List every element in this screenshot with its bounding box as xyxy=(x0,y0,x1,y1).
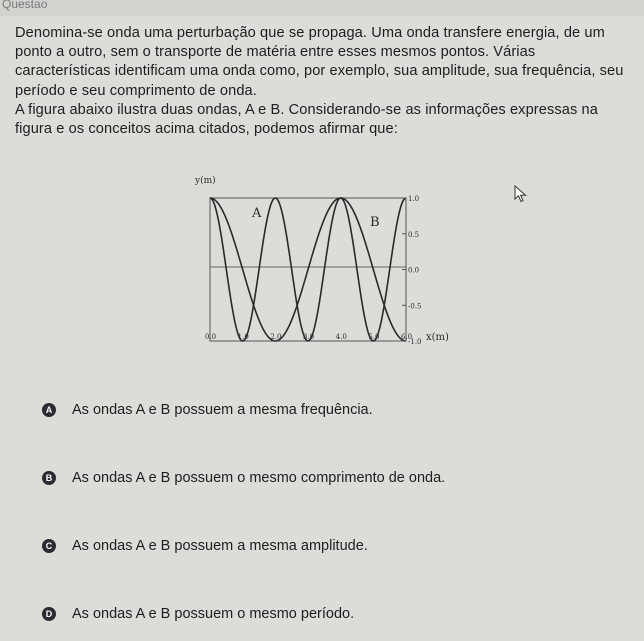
question-prompt: A figura abaixo ilustra duas ondas, A e B. Considerando-se as informações expressas na figura e os conceitos acima citados, podemos afirmar que: xyxy=(15,101,598,138)
y-tick-label: -0.5 xyxy=(408,302,422,311)
x-tick-label: 3.0 xyxy=(303,333,315,341)
option-b-text: As ondas A e B possuem o mesmo comprimento de onda. xyxy=(72,470,446,486)
option-d-text: As ondas A e B possuem o mesmo período. xyxy=(72,606,355,622)
y-tick-label: 1.0 xyxy=(408,195,420,203)
y-axis-label: y(m) xyxy=(195,176,216,186)
y-ticks xyxy=(402,195,422,346)
x-tick-label: 5.0 xyxy=(368,333,380,341)
x-tick-label: 2.0 xyxy=(270,333,282,341)
y-tick-label: -1.0 xyxy=(408,338,422,346)
option-a-text: As ondas A e B possuem a mesma frequência. xyxy=(72,402,373,418)
question-intro: Denomina-se onda uma perturbação que se propaga. Uma onda transfere energia, de um ponto a outro, sem o transporte de matéria entre esses mesmos pontos. Várias características identificam uma onda como, por exemplo, sua amplitude, sua frequência, seu período e seu comprimento de onda. xyxy=(15,25,624,99)
x-ticks xyxy=(205,333,412,341)
option-d-badge: D xyxy=(42,607,56,621)
wave-figure xyxy=(186,168,466,358)
option-d[interactable] xyxy=(42,603,354,625)
x-axis-label: x(m) xyxy=(426,332,449,343)
x-tick-label: 1.0 xyxy=(237,333,249,341)
x-tick-label: 0.0 xyxy=(205,333,217,341)
wave-a-label: A xyxy=(252,206,262,221)
y-tick-label: 0.0 xyxy=(408,266,420,275)
x-tick-label: 6.0 xyxy=(401,333,413,341)
option-b[interactable] xyxy=(42,467,445,489)
wave-chart xyxy=(186,168,466,358)
question-text xyxy=(15,24,630,139)
mouse-cursor-icon xyxy=(514,185,528,203)
option-a[interactable] xyxy=(42,399,373,421)
option-b-badge: B xyxy=(42,471,56,485)
option-c[interactable] xyxy=(42,535,368,557)
option-c-badge: C xyxy=(42,539,56,553)
wave-b-label: B xyxy=(370,215,380,230)
top-strip: Questao xyxy=(0,0,644,16)
y-tick-label: 0.5 xyxy=(408,230,420,239)
option-a-badge: A xyxy=(42,403,56,417)
option-c-text: As ondas A e B possuem a mesma amplitude. xyxy=(72,538,368,554)
x-tick-label: 4.0 xyxy=(335,333,347,341)
